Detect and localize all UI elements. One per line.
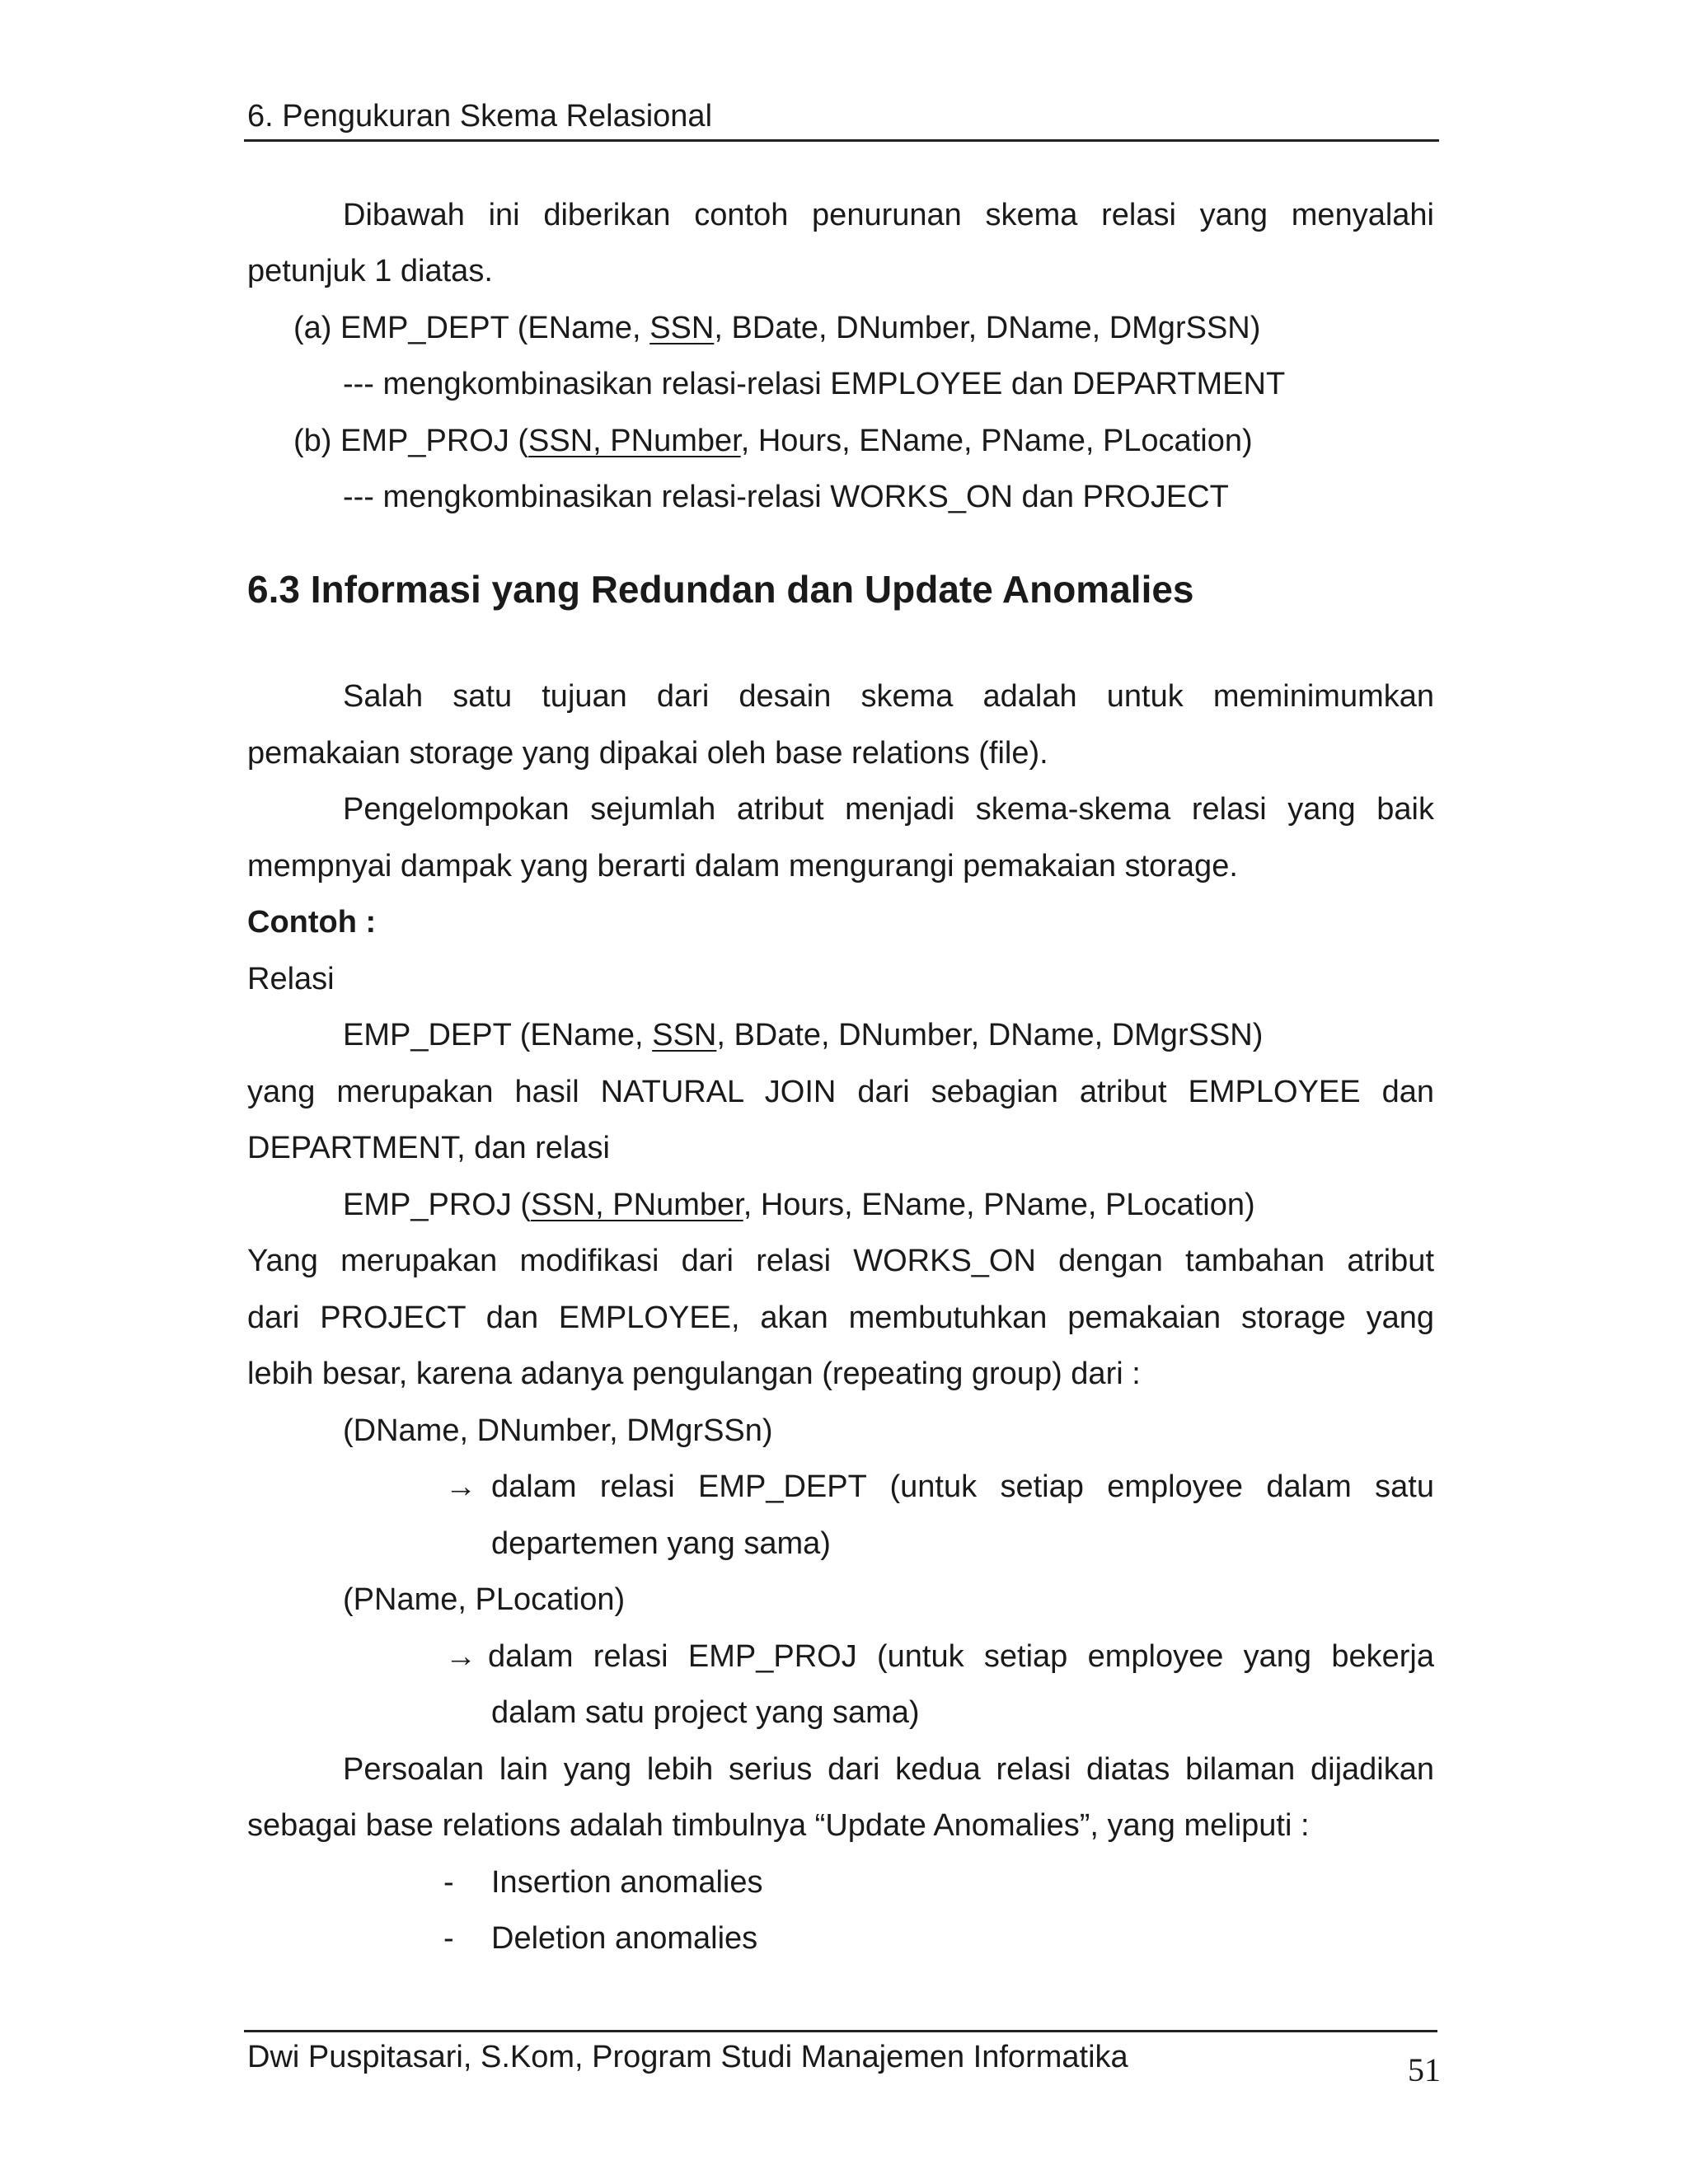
example-b [293,422,1253,460]
bullet-item: Deletion anomalies [491,1921,758,1956]
example-a-key: SSN [649,311,715,345]
example-b-prefix: (b) EMP_PROJ ( [293,424,529,458]
group-1: (DName, DNumber, DMgrSSn) [343,1413,773,1448]
para4-line-3: lebih besar, karena adanya pengulangan (repeating group) dari : [247,1357,1141,1391]
group-2-desc-line-2: dalam satu project yang sama) [491,1695,920,1730]
example-a-note: --- mengkombinasikan relasi-relasi EMPLOYEE dan DEPARTMENT [343,367,1286,401]
relation-emp-dept [343,1016,1263,1054]
relation-emp-proj [343,1186,1255,1224]
para5-line-1: Persoalan lain yang lebih serius dari kedua relasi diatas bilaman dijadikan [343,1752,1434,1787]
rel2-suffix: , Hours, EName, PName, PLocation) [743,1188,1255,1222]
para1-line-2: pemakaian storage yang dipakai oleh base relations (file). [247,736,1048,771]
page-number: 51 [1408,2051,1441,2088]
rel2-key: SSN, PNumber [531,1188,743,1222]
para5-line-2: sebagai base relations adalah timbulnya “Update Anomalies”, yang meliputi : [247,1808,1310,1843]
para3-line-1: yang merupakan hasil NATURAL JOIN dari sebagian atribut EMPLOYEE dan [247,1075,1434,1109]
example-a [293,309,1260,347]
example-b-suffix: , Hours, EName, PName, PLocation) [740,424,1253,458]
rel1-prefix: EMP_DEPT (EName, [343,1018,653,1052]
group-2-desc-line-1: dalam relasi EMP_PROJ (untuk setiap employee yang bekerja [488,1639,1434,1674]
example-b-key: SSN, PNumber [528,424,741,458]
relasi-label: Relasi [247,962,335,996]
example-a-prefix: (a) EMP_DEPT (EName, [293,311,650,345]
running-header: 6. Pengukuran Skema Relasional [247,99,713,134]
rel1-key: SSN [652,1018,717,1052]
arrow-right-icon: → [445,1469,476,1504]
para4-line-2: dari PROJECT dan EMPLOYEE, akan membutuhkan pemakaian storage yang [247,1301,1434,1335]
para2-line-2: mempnyai dampak yang berarti dalam mengurangi pemakaian storage. [247,849,1238,883]
intro-line-2: petunjuk 1 diatas. [247,254,493,288]
group-1-desc-line-2: departemen yang sama) [491,1526,831,1561]
para4-line-1: Yang merupakan modifikasi dari relasi WORKS_ON dengan tambahan atribut [247,1244,1434,1278]
footer-author: Dwi Puspitasari, S.Kom, Program Studi Manajemen Informatika [247,2040,1128,2074]
example-a-suffix: , BDate, DNumber, DName, DMgrSSN) [714,311,1261,345]
para3-line-2: DEPARTMENT, dan relasi [247,1131,610,1165]
rel2-prefix: EMP_PROJ ( [343,1188,532,1222]
contoh-label: Contoh : [247,905,377,940]
rel1-suffix: , BDate, DNumber, DName, DMgrSSN) [716,1018,1264,1052]
header-rule [244,139,1439,142]
section-heading: 6.3 Informasi yang Redundan dan Update Anomalies [247,568,1194,611]
footer-rule [244,2030,1437,2032]
intro-line-1: Dibawah ini diberikan contoh penurunan skema relasi yang menyalahi [343,198,1434,232]
bullet-marker: - [443,1865,454,1900]
group-1-desc-line-1: dalam relasi EMP_DEPT (untuk setiap employee dalam satu [491,1469,1434,1504]
bullet-item: Insertion anomalies [491,1865,763,1900]
example-b-note: --- mengkombinasikan relasi-relasi WORKS_ON dan PROJECT [343,480,1229,514]
bullet-marker: - [443,1921,454,1956]
arrow-right-icon: → [445,1639,476,1674]
group-2: (PName, PLocation) [343,1582,626,1617]
para2-line-1: Pengelompokan sejumlah atribut menjadi skema-skema relasi yang baik [343,792,1434,827]
para1-line-1: Salah satu tujuan dari desain skema adalah untuk meminimumkan [343,679,1434,714]
